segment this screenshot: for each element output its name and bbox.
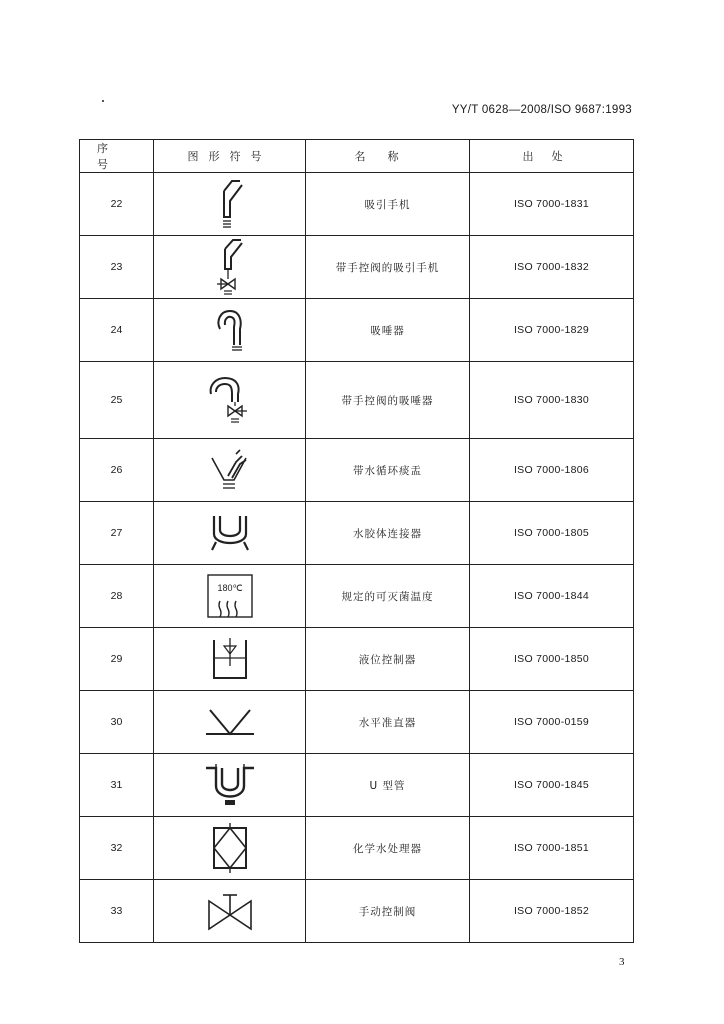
horizontal-level-icon bbox=[204, 706, 256, 738]
table-row bbox=[80, 754, 634, 817]
sterilization-temperature-icon bbox=[206, 573, 254, 619]
saliva-ejector-with-valve-icon bbox=[205, 374, 255, 426]
table-row bbox=[80, 565, 634, 628]
u-tube-icon bbox=[204, 762, 256, 808]
table-row bbox=[80, 502, 634, 565]
column-header-name: 名称 bbox=[306, 140, 470, 173]
level-controller-icon bbox=[210, 636, 250, 682]
row-number: 25 bbox=[80, 362, 154, 439]
row-number: 32 bbox=[80, 817, 154, 880]
table-row bbox=[80, 173, 634, 236]
table-row bbox=[80, 817, 634, 880]
chemical-water-treatment-icon bbox=[210, 822, 250, 874]
saliva-ejector-icon bbox=[210, 307, 250, 353]
symbol-name: 水平准直器 bbox=[306, 691, 470, 754]
spittoon-water-icon bbox=[208, 448, 252, 492]
symbol-source: ISO 7000-1845 bbox=[470, 754, 634, 817]
symbol-name: 化学水处理器 bbox=[306, 817, 470, 880]
symbol-source: ISO 7000-1806 bbox=[470, 439, 634, 502]
row-number: 33 bbox=[80, 880, 154, 943]
table-row bbox=[80, 362, 634, 439]
row-number: 29 bbox=[80, 628, 154, 691]
table-row bbox=[80, 236, 634, 299]
row-number: 23 bbox=[80, 236, 154, 299]
symbol-name: 水胶体连接器 bbox=[306, 502, 470, 565]
symbol-name: 规定的可灭菌温度 bbox=[306, 565, 470, 628]
row-number: 30 bbox=[80, 691, 154, 754]
symbol-name: 带手控阀的吸唾器 bbox=[306, 362, 470, 439]
column-header-no: 序号 bbox=[80, 140, 154, 173]
symbol-source: ISO 7000-1829 bbox=[470, 299, 634, 362]
symbol-source: ISO 7000-1831 bbox=[470, 173, 634, 236]
table-row bbox=[80, 439, 634, 502]
standard-header: YY/T 0628—2008/ISO 9687:1993 bbox=[451, 104, 632, 116]
symbol-source: ISO 7000-1832 bbox=[470, 236, 634, 299]
row-number: 28 bbox=[80, 565, 154, 628]
symbol-name: 吸引手机 bbox=[306, 173, 470, 236]
symbol-source: ISO 7000-1852 bbox=[470, 880, 634, 943]
hydrocolloid-connector-icon bbox=[206, 512, 254, 554]
symbol-table bbox=[79, 139, 634, 943]
row-number: 31 bbox=[80, 754, 154, 817]
column-header-source: 出处 bbox=[470, 140, 634, 173]
row-number: 27 bbox=[80, 502, 154, 565]
column-header-symbol: 图形符号 bbox=[154, 140, 306, 173]
symbol-source: ISO 7000-1850 bbox=[470, 628, 634, 691]
table-row bbox=[80, 880, 634, 943]
scan-dot bbox=[102, 100, 104, 102]
symbol-name: 液位控制器 bbox=[306, 628, 470, 691]
symbol-source: ISO 7000-1844 bbox=[470, 565, 634, 628]
symbol-name: 吸唾器 bbox=[306, 299, 470, 362]
symbol-name: 带手控阀的吸引手机 bbox=[306, 236, 470, 299]
symbol-name: 手动控制阀 bbox=[306, 880, 470, 943]
symbol-name: U 型管 bbox=[306, 754, 470, 817]
symbol-source: ISO 7000-1805 bbox=[470, 502, 634, 565]
suction-handpiece-icon bbox=[210, 179, 250, 229]
symbol-name: 带水循环痰盂 bbox=[306, 439, 470, 502]
table-header-row bbox=[80, 140, 634, 173]
symbol-source: ISO 7000-1830 bbox=[470, 362, 634, 439]
manual-control-valve-icon bbox=[205, 889, 255, 933]
symbol-source: ISO 7000-1851 bbox=[470, 817, 634, 880]
symbol-source: ISO 7000-0159 bbox=[470, 691, 634, 754]
table-row bbox=[80, 299, 634, 362]
row-number: 26 bbox=[80, 439, 154, 502]
page-number: 3 bbox=[619, 956, 625, 968]
row-number: 22 bbox=[80, 173, 154, 236]
table-row bbox=[80, 691, 634, 754]
table-row bbox=[80, 628, 634, 691]
row-number: 24 bbox=[80, 299, 154, 362]
suction-handpiece-with-valve-icon bbox=[209, 239, 251, 295]
svg-text:180℃: 180℃ bbox=[216, 583, 243, 593]
